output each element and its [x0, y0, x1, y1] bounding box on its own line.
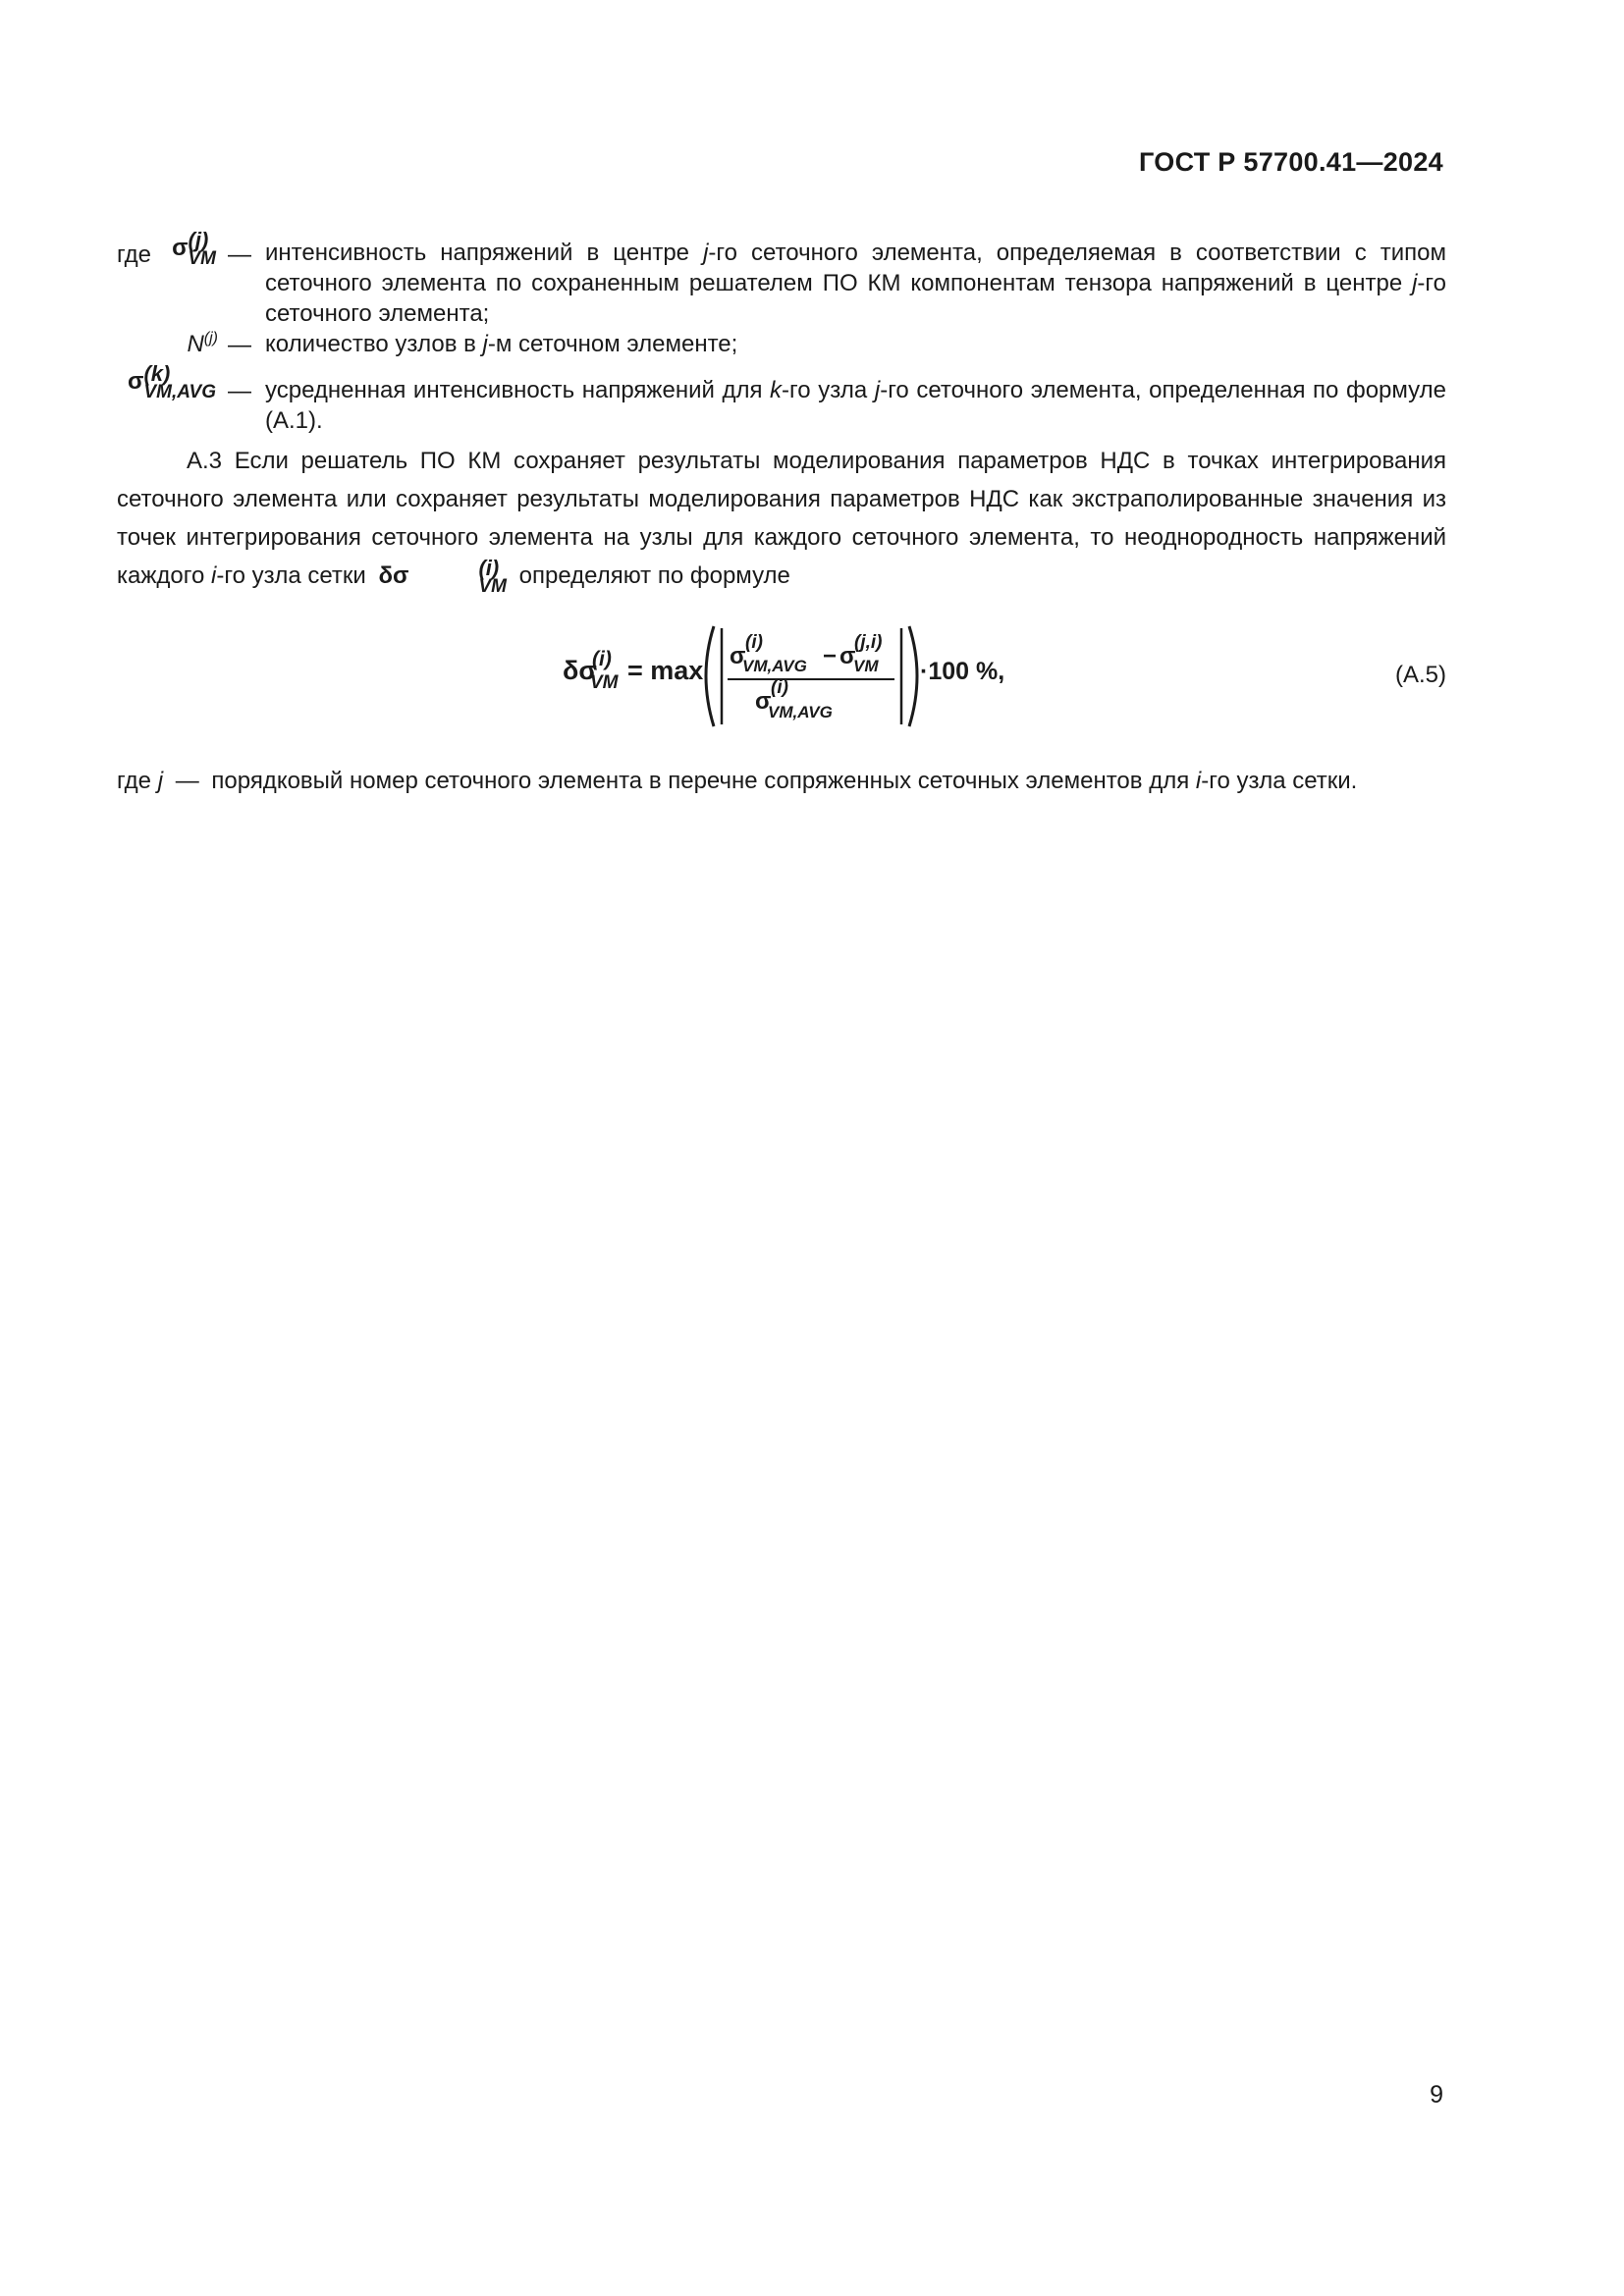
formula-minus: −	[823, 643, 838, 669]
legend-symbol-n-j: $N^{(j)}$	[187, 330, 218, 357]
formula-tail: ·100 %,	[920, 658, 1005, 685]
formula-num-a-sub: VM,AVG	[742, 657, 807, 675]
formula-left-paren	[706, 626, 714, 726]
formula-den-sup: (i)	[771, 677, 788, 698]
legend-symbol-sigma-vm-avg-k: σ (k) VM,AVG	[128, 361, 216, 402]
legend-dash: —	[228, 378, 251, 404]
formula-a5-svg	[563, 618, 1014, 736]
formula-den-base: σ	[755, 688, 772, 715]
formula-right-paren	[909, 626, 917, 726]
where-label: где	[117, 241, 152, 268]
formula-num-a-sup: (i)	[745, 632, 763, 653]
legend-dash: —	[228, 332, 251, 358]
formula-a5	[563, 618, 1014, 736]
formula-num-b-base: σ	[839, 643, 856, 669]
formula-lhs-base: δσ	[563, 656, 597, 685]
legend-symbol-sigma-vm-j: σ (j) VM	[172, 228, 216, 269]
formula-lhs-sub: VM	[590, 672, 619, 693]
equation-number: (А.5)	[1394, 662, 1446, 688]
formula-num-b-sup: (j,i)	[854, 632, 883, 653]
formula-equals-max: = max	[627, 656, 704, 685]
legend-dash: —	[228, 241, 251, 268]
page-number: 9	[1430, 2081, 1443, 2109]
paragraph-symbol-delta-sigma: δσ (i) VM	[378, 556, 507, 598]
formula-num-a-base: σ	[730, 643, 746, 669]
formula-lhs-sup: (i)	[592, 648, 612, 670]
formula-den-sub: VM,AVG	[768, 703, 833, 721]
formula-num-b-sub: VM	[853, 657, 879, 675]
closing-legend: где j — порядковый номер сеточного элемента в перечне сопряженных сеточных элементов для i-го узла сетки.	[117, 768, 1358, 794]
document-code-header: ГОСТ Р 57700.41—2024	[1139, 147, 1443, 177]
legend-description-2: количество узлов в j-м сеточном элементе;	[265, 331, 738, 357]
legend-description-3: усредненная интенсивность напряжений для k-го узла j-го сеточного элемента, определенная по формуле (А.1).	[265, 377, 1446, 434]
legend-description-1: интенсивность напряжений в центре j-го сеточного элемента, определяемая в соответствии с типом сеточного элемента по сохраненным решателем ПО КМ компонентам тензора напряжений в центре j-го сеточного элемента;	[265, 240, 1446, 327]
paragraph-a3: А.3 Если решатель ПО КМ сохраняет результаты моделирования параметров НДС в точках интегрирования сеточного элемента или сохраняет результаты моделирования параметров НДС как экстраполированные значения из точек интегрирования сеточного элемента на узлы для каждого сеточного элемента, то неоднородность напряжений каждого i-го узла сетки δσ (i) VM определяют по формуле	[117, 448, 1446, 598]
